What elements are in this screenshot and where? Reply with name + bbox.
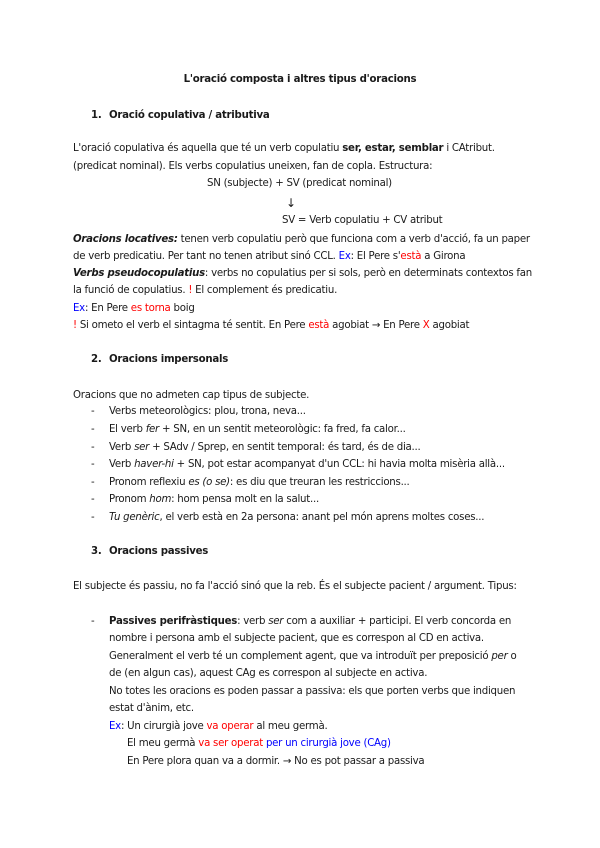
text: El meu germà	[127, 738, 199, 749]
text: Generalment el verb té un complement agent, que va introduït per preposició	[109, 651, 492, 662]
italic-text: ser	[268, 616, 284, 627]
section-3-heading: Oracions passives	[109, 546, 209, 557]
bullet-dash: -	[91, 442, 95, 453]
bullet-dash: -	[91, 494, 95, 505]
paragraph-line: (predicat nominal). Els verbs copulatius uneixen, fan de copla. Estructura:	[73, 161, 433, 172]
example-label: Ex	[73, 303, 85, 314]
italic-text: Tu genèric	[109, 512, 160, 523]
paragraph-line: En Pere plora quan va a dormir. → No es pot passar a passiva	[127, 756, 425, 767]
section-3-number: 3.	[91, 546, 102, 557]
paragraph-line: de (en algun cas), aquest CAg es correspon al subjecte en activa.	[109, 668, 428, 679]
text: : Un cirurgià jove	[120, 721, 207, 732]
paragraph-line	[127, 737, 391, 751]
text: , el verb està en 2a persona: anant pel món aprens moltes coses...	[159, 512, 485, 523]
bold-text: ser, estar, semblar	[342, 143, 444, 154]
text: boig	[170, 303, 195, 314]
list-item	[91, 423, 406, 437]
paragraph-line	[73, 319, 469, 333]
text: Verb	[109, 442, 135, 453]
list-item	[91, 441, 421, 455]
text: i CAtribut.	[443, 143, 495, 154]
text: : En Pere	[84, 303, 131, 314]
bullet-dash: -	[91, 477, 95, 488]
list-item	[91, 405, 306, 419]
paragraph-line: El subjecte és passiu, no fa l'acció sinó que la reb. És el subjecte pacient / argument. Tipus:	[73, 581, 517, 592]
highlight-red: està	[308, 320, 330, 331]
italic-text: fer	[145, 424, 159, 435]
paragraph-line	[73, 142, 495, 156]
structure-formula: SN (subjecte) + SV (predicat nominal)	[207, 178, 392, 189]
list-item	[91, 493, 319, 507]
paragraph-line	[73, 284, 337, 298]
text: Verbs meteorològics: plou, trona, neva...	[109, 406, 306, 417]
paragraph-line	[73, 267, 532, 281]
highlight-red: es torna	[130, 303, 171, 314]
highlight-red: va ser operat	[198, 738, 263, 749]
bold-italic-label: Oracions locatives:	[73, 234, 178, 245]
paragraph-line: estat d'ànim, etc.	[109, 703, 194, 714]
paragraph-line	[109, 650, 517, 664]
list-item	[91, 511, 484, 525]
text: : verb	[237, 616, 269, 627]
italic-text: ser	[134, 442, 150, 453]
list-item	[91, 615, 511, 629]
bullet-dash: -	[91, 406, 95, 417]
italic-text: es (o se)	[188, 477, 230, 488]
highlight-blue: per un cirurgià jove (CAg)	[262, 738, 391, 749]
text: : es diu que treuran les restriccions...	[229, 477, 410, 488]
highlight-red: està	[400, 251, 422, 262]
bullet-dash: -	[91, 424, 95, 435]
text: : hom pensa molt en la salut...	[171, 494, 319, 505]
example-label: Ex	[109, 721, 121, 732]
highlight-red: va operar	[206, 721, 254, 732]
text: + SN, en un sentit meteorològic: fa fred, fa calor...	[159, 424, 406, 435]
paragraph-line: nombre i persona amb el subjecte pacient, que es correspon al CD en activa.	[109, 633, 484, 644]
paragraph-line: Oracions que no admeten cap tipus de subjecte.	[73, 390, 310, 401]
highlight-red: X	[422, 320, 430, 331]
text: agobiat → En Pere	[329, 320, 423, 331]
list-item	[91, 458, 505, 472]
text: tenen verb copulatiu però que funciona com a verb d'acció, fa un paper	[177, 234, 530, 245]
exclamation-icon: !	[73, 320, 77, 331]
paragraph-line	[73, 233, 530, 247]
text: : El Pere s'	[350, 251, 401, 262]
text: Pronom reflexiu	[109, 477, 189, 488]
text: la funció de copulatius.	[73, 285, 189, 296]
section-2-heading: Oracions impersonals	[109, 354, 229, 365]
italic-text: haver-hi	[134, 459, 174, 470]
text: o	[507, 651, 517, 662]
text: Pronom	[109, 494, 150, 505]
example-label: Ex	[338, 251, 351, 262]
text: a Girona	[421, 251, 466, 262]
down-arrow-icon: ↓	[286, 196, 296, 210]
structure-formula: SV = Verb copulatiu + CV atribut	[282, 215, 443, 226]
text: Si ometo el verb el sintagma té sentit. En Pere	[76, 320, 309, 331]
text: + SN, pot estar acompanyat d'un CCL: hi havia molta misèria allà...	[173, 459, 505, 470]
italic-text: hom	[149, 494, 172, 505]
bullet-dash: -	[91, 459, 95, 470]
section-1-heading: Oració copulativa / atributiva	[109, 110, 270, 121]
text: El complement és predicatiu.	[192, 285, 338, 296]
section-1-number: 1.	[91, 110, 102, 121]
text: al meu germà.	[253, 721, 328, 732]
bullet-dash: -	[91, 616, 95, 627]
paragraph-line	[73, 302, 195, 316]
text: agobiat	[429, 320, 470, 331]
text: L'oració copulativa és aquella que té un verb copulatiu	[73, 143, 343, 154]
text: + SAdv / Sprep, en sentit temporal: és tard, és de dia...	[149, 442, 421, 453]
paragraph-line	[109, 720, 327, 734]
text: com a auxiliar + participi. El verb concorda en	[283, 616, 512, 627]
text: El verb	[109, 424, 146, 435]
document-title: L'oració composta i altres tipus d'oracions	[183, 74, 417, 85]
bold-italic-label: Verbs pseudocopulatius	[73, 268, 205, 279]
bullet-dash: -	[91, 512, 95, 523]
text: : verbs no copulatius per si sols, però en determinats contextos fan	[204, 268, 532, 279]
italic-text: per	[491, 651, 508, 662]
paragraph-line	[73, 250, 465, 264]
text: de verb predicatiu. Per tant no tenen atribut sinó CCL.	[73, 251, 339, 262]
bold-label: Passives perifràstiques	[109, 616, 238, 627]
exclamation-icon: !	[188, 285, 193, 296]
list-item	[91, 476, 410, 490]
paragraph-line: No totes les oracions es poden passar a passiva: els que porten verbs que indiquen	[109, 686, 516, 697]
section-2-number: 2.	[91, 354, 102, 365]
text: Verb	[109, 459, 135, 470]
